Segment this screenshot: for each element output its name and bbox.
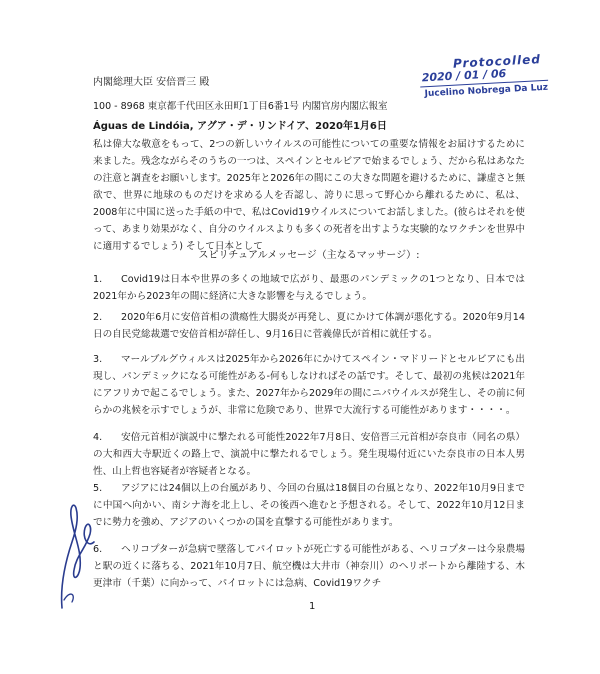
recipient-line: 内閣総理大臣 安倍晋三 殿: [93, 77, 210, 88]
list-item: [93, 429, 525, 480]
signature-icon: [52, 490, 102, 610]
postal-address: 100 - 8968 東京都千代田区永田町1丁目6番1号 内閣官房内閣広報室: [93, 101, 388, 112]
item-number: 1.: [93, 274, 103, 285]
item-number: 4.: [93, 432, 103, 443]
list-item: [93, 271, 525, 305]
page-number: 1: [309, 601, 316, 612]
item-number: 6.: [93, 544, 103, 555]
item-text: マールブルグウィルスは2025年から2026年にかけてスペイン・マドリードとセルビアにも出現し、パンデミックになる可能性がある-何もしなければその話です。そして、最初の兆候は2021年にアフリカで起こるでしょう。また、2027年から2029年の間にニパウイルスが発生し、その前に何らかの兆候を示すでしょうが、非常に危険であり、世界で大流行する可能性があります・・・・。: [93, 354, 525, 416]
list-item: [93, 309, 525, 343]
handwritten-signature: [52, 490, 102, 610]
date-line: Águas de Lindóia, アグア・デ・リンドイア、2020年1月6日: [93, 121, 387, 132]
item-text: ヘリコプターが急病で墜落してパイロットが死亡する可能性がある、ヘリコプターは今泉農場と駅の近くに落ちる、2021年10月7日、航空機は大井市（神奈川）のヘリポートから離陸する、木更津市（千葉）に向かって、パイロットには急病、Covid19ワクチ: [93, 544, 525, 589]
item-text: Covid19は日本や世界の多くの地域で広がり、最悪のパンデミックの1つとなり、日本では2021年から2023年の間に経済に大きな影響を与えるでしょう。: [93, 274, 525, 302]
stamp-title: Protocolled: [452, 52, 542, 71]
item-number: 5.: [93, 483, 103, 494]
list-item: [93, 351, 525, 419]
item-number: 3.: [93, 354, 103, 365]
item-text: 2020年6月に安倍首相の潰瘍性大腸炎が再発し、夏にかけて体調が悪化する。2020年9月14日の自民党総裁選で安倍首相が辞任し、9月16日に菅義偉氏が首相に就任する。: [93, 312, 525, 340]
item-text: 安倍元首相が演説中に撃たれる可能性2022年7月8日、安倍晋三元首相が奈良市（同名の県）の大和西大寺駅近くの路上で、演説中に撃たれるでしょう。発生現場付近にいた奈良市の日本人男性、山上哲也容疑者が容疑者となる。: [93, 432, 525, 477]
list-item: [93, 480, 525, 531]
list-item: [93, 541, 525, 592]
section-heading: スピリチュアルメッセージ（主なるマッサージ）:: [198, 250, 420, 261]
stamp-date: 2020 / 01 / 06: [421, 66, 507, 85]
item-text: アジアには24個以上の台風があり、今回の台風は18個目の台風となり、2022年10月9日までに中国へ向かい、南シナ海を北上し、その後西へ進むと予想される。そして、2022年10月12日までに勢力を強め、アジアのいくつかの国を直撃する可能性があります。: [93, 483, 525, 528]
item-number: 2.: [93, 312, 103, 323]
stamp-name: Jucelino Nobrega Da Luz: [424, 82, 549, 100]
intro-paragraph: 私は偉大な敬意をもって、2つの新しいウイルスの可能性についての重要な情報をお届けするために来ました。残念ながらそのうちの一つは、スペインとセルビアで始まるでしょう、だから私はあなたの注意と調査をお願いします。2025年と2026年の間にこの大きな問題を避けるために、謙虚さと無欲で、世界に地球のものだけを求める人を否認し、誇りに思って野心から離れるために、私は、2008年に中国に送った手紙の中で、私はCovid19ウイルスについてお話しました。(彼らはそれを使って、あまり効果がなく、自分のウイルスよりも多くの死者を出すような実験的なワクチンを世界中に適用するでしょう) そして日本として: [93, 139, 525, 252]
protocol-stamp: [417, 51, 555, 108]
